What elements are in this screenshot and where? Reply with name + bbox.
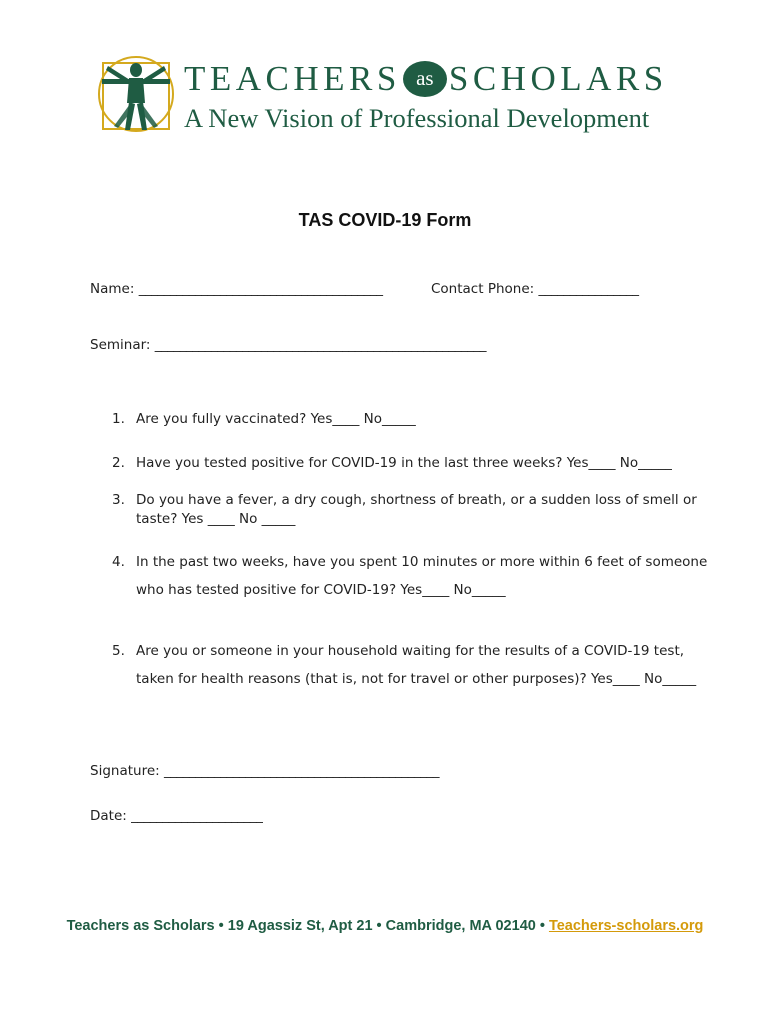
phone-blank[interactable]: ________________	[538, 281, 639, 297]
brand-as-badge: as	[403, 61, 447, 97]
signature-field[interactable]	[90, 763, 439, 779]
date-field[interactable]	[90, 808, 262, 824]
logo	[94, 48, 684, 140]
question-text: Are you or someone in your household waiting for the results of a COVID-19 test,	[136, 643, 685, 659]
footer	[0, 918, 770, 934]
date-label: Date:	[90, 808, 127, 824]
name-field[interactable]	[90, 281, 382, 297]
name-blank[interactable]: _______________________________________	[138, 281, 383, 297]
question-number: 5.	[112, 643, 125, 659]
question-text: In the past two weeks, have you spent 10 minutes or more within 6 feet of someone	[136, 554, 708, 570]
question-number: 4.	[112, 554, 125, 570]
question-number: 3.	[112, 492, 125, 508]
date-blank[interactable]: _____________________	[131, 808, 263, 824]
phone-label: Contact Phone:	[431, 281, 535, 297]
website-link[interactable]: Teachers-scholars.org	[548, 918, 704, 934]
vitruvian-man-icon	[94, 48, 180, 140]
question-text[interactable]: Are you fully vaccinated? Yes____ No_____	[136, 411, 416, 427]
question-text: Do you have a fever, a dry cough, shortness of breath, or a sudden loss of smell or	[136, 492, 697, 508]
name-label: Name:	[90, 281, 135, 297]
brand-right: SCHOLARS	[448, 59, 668, 98]
seminar-field[interactable]	[90, 337, 486, 353]
signature-blank[interactable]: ____________________________________________	[163, 763, 439, 779]
question-number: 1.	[112, 411, 125, 427]
question-number: 2.	[112, 455, 125, 471]
form-title: TAS COVID-19 Form	[298, 210, 472, 230]
question-answer-line[interactable]: taste? Yes ____ No _____	[136, 511, 296, 527]
question-answer-line[interactable]: who has tested positive for COVID-19? Yes____ No_____	[136, 582, 506, 598]
question-text[interactable]: Have you tested positive for COVID-19 in the last three weeks? Yes____ No_____	[136, 455, 672, 471]
signature-label: Signature:	[90, 763, 160, 779]
footer-address: Teachers as Scholars • 19 Agassiz St, Apt 21 • Cambridge, MA 02140 •	[66, 918, 549, 934]
seminar-blank[interactable]: _____________________________________________________	[154, 337, 487, 353]
brand-tagline: A New Vision of Professional Development	[184, 103, 650, 133]
seminar-label: Seminar:	[90, 337, 151, 353]
brand-left: TEACHERS	[184, 59, 401, 98]
brand-name	[184, 61, 668, 100]
phone-field[interactable]	[431, 281, 638, 297]
question-answer-line[interactable]: taken for health reasons (that is, not for travel or other purposes)? Yes____ No_____	[136, 671, 697, 687]
